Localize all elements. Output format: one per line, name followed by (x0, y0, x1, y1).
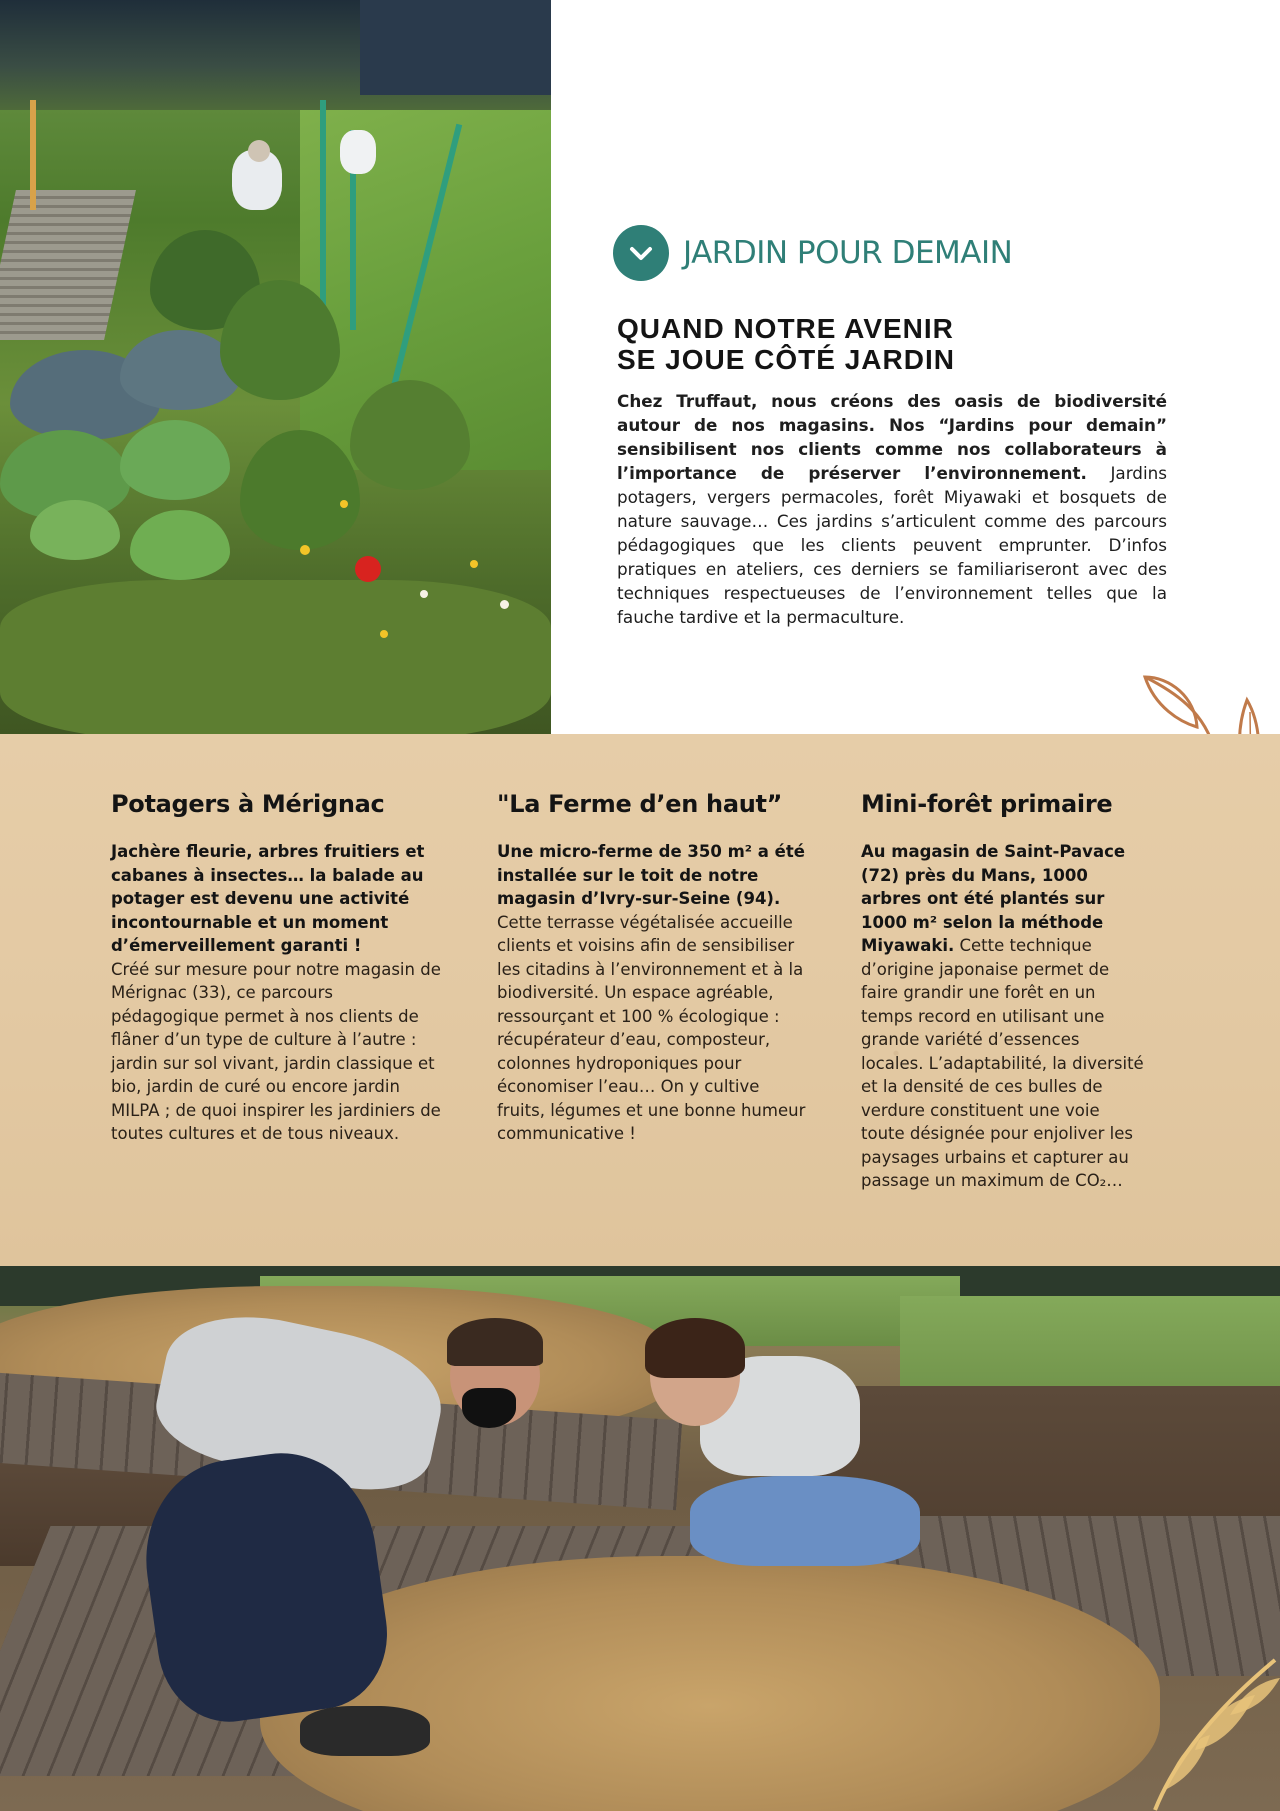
column-text (497, 840, 807, 1146)
column-title: Mini-forêt primaire (861, 790, 1113, 818)
column-title: "La Ferme d’en haut” (497, 790, 783, 818)
intro-rest: Jardins potagers, vergers permacoles, forêt Miyawaki et bosquets de nature sauvage… Ces jardins s’articulent comme des parcours pédagogiques que les clients peuvent emprunter. D’infos pratiques en ateliers, ces derniers se familiariseront avec des techniques respectueuses de l’environnement telles que la fauche tardive et la permaculture. (617, 463, 1167, 627)
intro-bold: Chez Truffaut, nous créons des oasis de biodiversité autour de nos magasins. Nos “Jardins pour demain” sensibilisent nos clients comme nos collaborateurs à l’importance de préserver l’environnement. (617, 391, 1167, 483)
column-body: Cette technique d’origine japonaise permet de faire grandir une forêt en un temps record en utilisant une grande variété d’essences locales. L’adaptabilité, la diversité et la densité de ces bulles de verdure constituent une voie toute désignée pour enjoliver les paysages urbains et capturer au passage un maximum de CO₂… (861, 936, 1144, 1190)
section-header (613, 225, 1155, 281)
column-ferme (497, 790, 807, 1146)
gardeners-photo-bottom (0, 1266, 1280, 1811)
wheat-ornament-icon (1135, 1640, 1280, 1811)
intro-section (613, 225, 1167, 629)
chevron-down-icon (613, 225, 669, 281)
column-title: Potagers à Mérignac (111, 790, 385, 818)
column-body: Créé sur mesure pour notre magasin de Mérignac (33), ce parcours pédagogique permet à nos clients de flâner d’un type de culture à l’autre : jardin sur sol vivant, jardin classique et bio, jardin de curé ou encore jardin MILPA ; de quoi inspirer les jardiniers de toutes cultures et de tous niveaux. (111, 959, 441, 1143)
column-body: Cette terrasse végétalisée accueille clients et voisins afin de sensibiliser les citadins à l’environnement et à la biodiversité. Un espace agréable, ressourçant et 100 % écologique : récupérateur d’eau, composteur, colonnes hydroponiques pour économiser l’eau… On y cultive fruits, légumes et une bonne humeur communicative ! (497, 912, 806, 1143)
column-mini-foret (861, 790, 1146, 1193)
column-text (861, 840, 1146, 1193)
column-text (111, 840, 441, 1146)
column-lead: Jachère fleurie, arbres fruitiers et cabanes à insectes… la balade au potager est devenu une activité incontournable et un moment d’émerveillement garanti ! (111, 842, 425, 955)
column-merignac (111, 790, 441, 1146)
section-kicker: JARDIN POUR DEMAIN (683, 235, 1013, 271)
column-lead: Au magasin de Saint-Pavace (72) près du Mans, 1000 arbres ont été plantés sur 1000 m² selon la méthode Miyawaki. (861, 842, 1126, 955)
column-lead: Une micro-ferme de 350 m² a été installée sur le toit de notre magasin d’Ivry-sur-Seine (94). (497, 842, 805, 908)
headline-line-1: QUAND NOTRE AVENIR (617, 313, 954, 344)
garden-photo-top (0, 0, 551, 734)
intro-paragraph (617, 389, 1167, 629)
headline-line-2: SE JOUE CÔTÉ JARDIN (617, 344, 955, 375)
page-title (617, 313, 1155, 375)
kraft-band (0, 734, 1280, 1266)
